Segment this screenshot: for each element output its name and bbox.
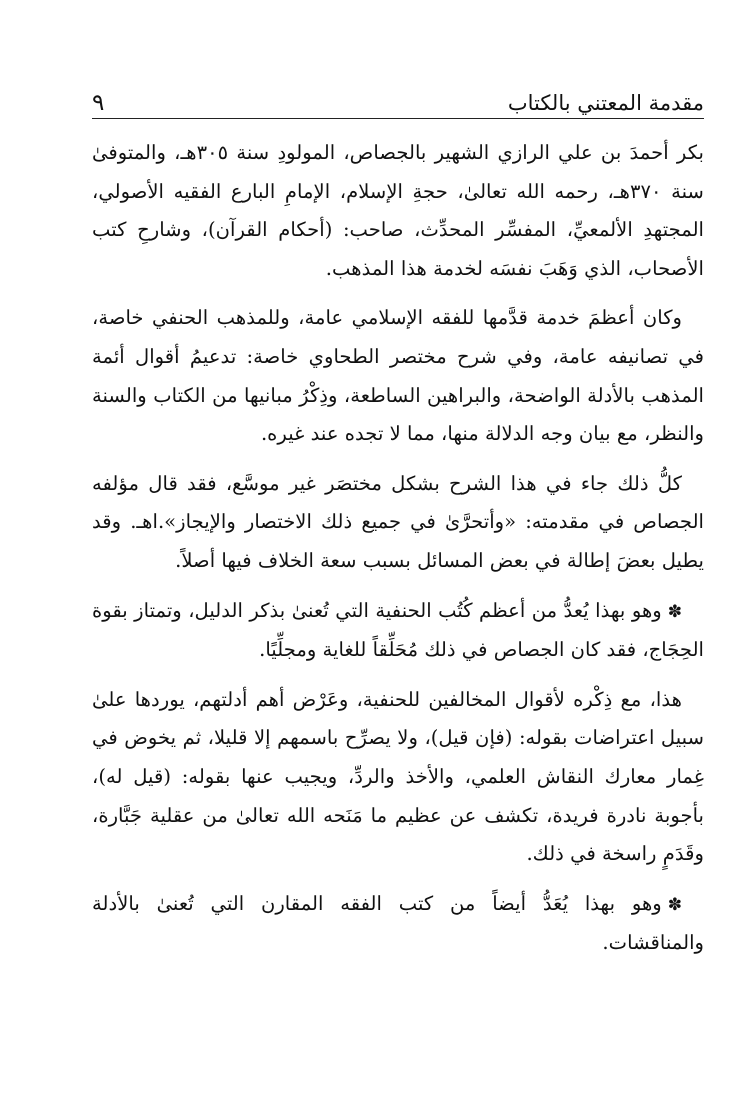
paragraph-text: وهو بهذا يُعدُّ من أعظم كُتُب الحنفية التي تُعنىٰ بذكر الدليل، وتمتاز بقوة الحِجَاج، فقد كان الجصاص في ذلك مُحَلِّقاً للغاية ومجلِّيًا. [92,598,704,662]
paragraph-continuation [92,134,704,288]
paragraph-text: وكان أعظمَ خدمة قدَّمها للفقه الإسلامي عامة، وللمذهب الحنفي خاصة، في تصانيفه عامة، وفي شرح مختصر الطحاوي خاصة: تدعيمُ أقوال أئمة المذهب بالأدلة الواضحة، والبراهين الساطعة، وذِكْرُ مبانيها من الكتاب والسنة والنظر، مع بيان وجه الدلالة منها، مما لا تجده عند غيره. [92,306,704,446]
paragraph-text: هذا، مع ذِكْره لأقوال المخالفين للحنفية، وعَرْض أهم أدلتهم، يوردها علىٰ سبيل اعتراضات بقوله: (فإن قيل)، ولا يصرِّح باسمهم إلا قليلا، ثم يخوض في غِمار معارك النقاش العلمي، والأخذ والردِّ، ويجيب عنها بقوله: (قيل له)، بأجوبة نادرة فريدة، تكشف عن عظيم ما مَنَحه الله تعالىٰ من عقلية جَبَّارة، وقَدَمٍ راسخة في ذلك. [92,687,704,866]
paragraph-text: وهو بهذا يُعَدُّ أيضاً من كتب الفقه المقارن التي تُعنىٰ بالأدلة والمناقشات. [92,891,704,955]
star-bullet-icon: ✽ [667,601,682,622]
star-bullet-icon: ✽ [667,894,682,915]
body-text [92,134,704,974]
paragraph [92,465,704,581]
page-number: ٩ [92,90,105,116]
paragraph [92,681,704,874]
paragraph-text: كلُّ ذلك جاء في هذا الشرح بشكل مختصَر غير موسَّع، فقد قال مؤلفه الجصاص في مقدمته: «وأتحرَّىٰ في جميع ذلك الاختصار والإيجاز».اهـ. وقد يطيل بعضَ إطالة في بعض المسائل بسبب سعة الخلاف فيها أصلاً. [92,471,704,572]
paragraph-text: بكر أحمدَ بن علي الرازي الشهير بالجصاص، المولودِ سنة ٣٠٥هـ، والمتوفىٰ سنة ٣٧٠هـ، رحمه الله تعالىٰ، حجةِ الإسلام، الإمامِ البارع الفقيه الأصولي، المجتهدِ الألمعيِّ، المفسِّر المحدِّث، صاحب: (أحكام القرآن)، وشارحِ كتب الأصحاب، الذي وَهَبَ نفسَه لخدمة هذا المذهب. [92,141,705,280]
page-header [92,86,704,119]
bullet-paragraph [92,592,704,670]
paragraph [92,299,704,453]
running-title: مقدمة المعتني بالكتاب [507,91,704,115]
book-page [92,0,704,1099]
bullet-paragraph [92,885,704,963]
